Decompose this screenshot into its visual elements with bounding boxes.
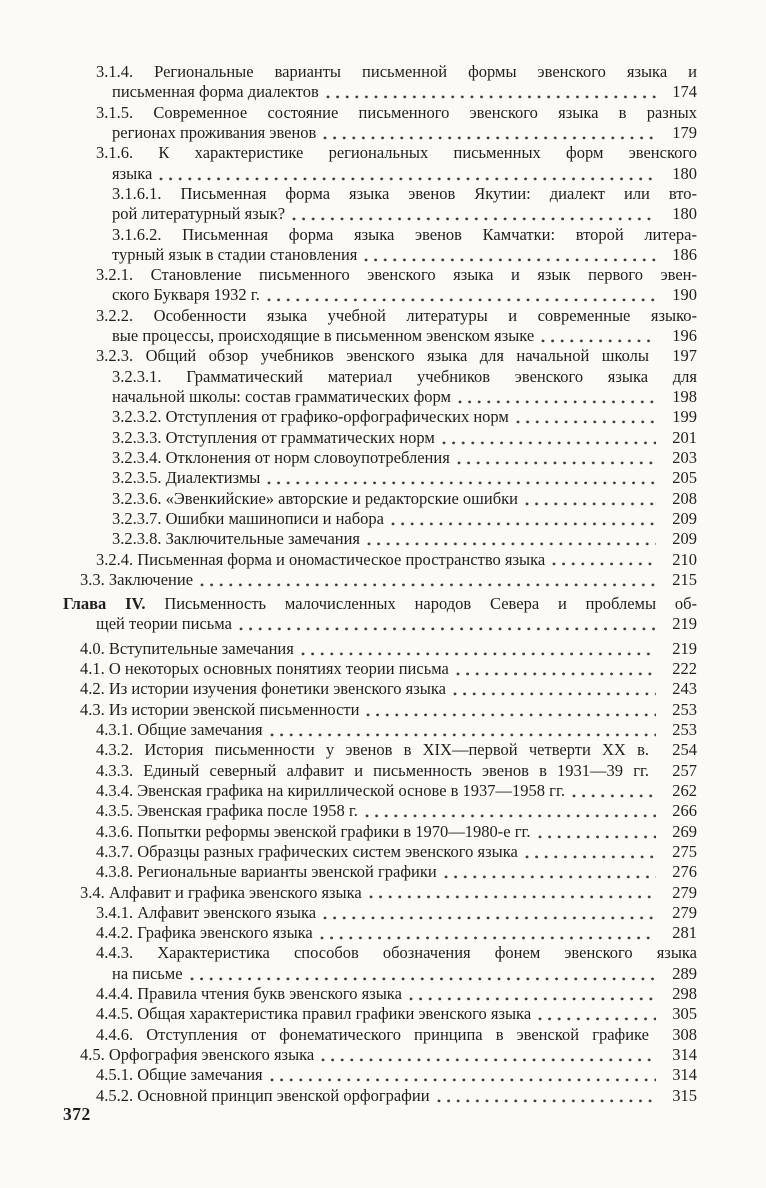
toc-entry-text: 3.1.6.1. Письменная форма языка эвенов Якутии: диалект или вто- <box>112 183 697 203</box>
toc-line <box>63 1065 697 1085</box>
dot-leader <box>200 570 656 590</box>
dot-leader <box>159 164 656 184</box>
toc-page-number: 209 <box>672 529 697 549</box>
toc-entry-text: 4.4.3. Характеристика способов обозначения фонем эвенского языка <box>96 943 697 963</box>
dot-leader <box>516 407 656 427</box>
toc-line <box>63 123 697 143</box>
toc-line <box>63 265 697 285</box>
toc-page-number: 243 <box>672 679 697 699</box>
toc-line <box>63 984 697 1004</box>
toc-line <box>63 943 697 963</box>
toc-entry-text: 3.2.3.3. Отступления от грамматических норм <box>112 427 435 447</box>
toc-page-number: 180 <box>672 204 697 224</box>
toc-line <box>63 164 697 184</box>
dot-leader <box>458 387 656 407</box>
page-number-footer: 372 <box>63 1104 91 1124</box>
toc-page-number: 196 <box>672 326 697 346</box>
dot-leader <box>552 550 656 570</box>
toc-entry-text: 3.2.3.5. Диалектизмы <box>112 468 261 488</box>
toc-entry-text: турный язык в стадии становления <box>112 244 358 264</box>
toc-entry-text: 3.2.3.8. Заключительные замечания <box>112 529 361 549</box>
toc-page-number: 203 <box>672 447 697 467</box>
dot-leader <box>320 923 656 943</box>
toc-line <box>63 903 697 923</box>
toc-line <box>63 822 697 842</box>
toc-page-number: 197 <box>672 346 697 366</box>
dot-leader <box>270 720 656 740</box>
dot-leader <box>190 964 656 984</box>
toc-line <box>63 842 697 862</box>
toc-entry-text: 4.3.2. История письменности у эвенов в XIX—первой четверти XX в. <box>96 740 649 760</box>
toc-entry-text: щей теории письма <box>96 614 232 634</box>
toc-page-number: 279 <box>672 882 697 902</box>
toc-line <box>63 489 697 509</box>
dot-leader <box>239 614 656 634</box>
toc-line <box>63 1004 697 1024</box>
toc-entry-text: 4.5. Орфография эвенского языка <box>80 1045 315 1064</box>
toc-page-number: 305 <box>672 1004 697 1024</box>
dot-leader <box>326 82 656 102</box>
toc-entry-text: 4.4.2. Графика эвенского языка <box>96 923 313 943</box>
toc-page-number: 253 <box>672 720 697 739</box>
toc-line <box>63 550 697 570</box>
toc-line <box>63 761 697 781</box>
dot-leader <box>538 1004 656 1024</box>
toc-entry-text: письменная форма диалектов <box>112 82 319 102</box>
toc-line <box>63 781 697 801</box>
toc-entry-text: ского Букваря 1932 г. <box>112 285 260 305</box>
toc-line <box>63 346 697 366</box>
toc-entry-text: 4.3.4. Эвенская графика на кириллической основе в 1937—1958 гг. <box>96 780 565 800</box>
toc-entry-text: 4.4.5. Общая характеристика правил графики эвенского языка <box>96 1004 532 1024</box>
dot-leader <box>525 489 656 509</box>
toc-line <box>63 326 697 346</box>
toc-line <box>63 82 697 102</box>
toc-entry-text: вые процессы, происходящие в письменном эвенском языке <box>112 326 535 346</box>
toc-page-number: 253 <box>672 699 697 719</box>
dot-leader <box>369 883 656 903</box>
dot-leader <box>366 700 656 720</box>
toc-entry-text: 4.1. О некоторых основных понятиях теории письма <box>80 659 449 679</box>
toc-page-number: 314 <box>672 1045 697 1064</box>
dot-leader <box>409 984 656 1004</box>
toc-line <box>63 285 697 305</box>
toc-page-number: 198 <box>672 387 697 406</box>
toc-page-number: 254 <box>672 740 697 760</box>
toc-page-number: 219 <box>672 614 697 634</box>
toc-line <box>63 103 697 123</box>
toc-entry-text: 3.3. Заключение <box>80 569 194 589</box>
dot-leader <box>367 529 656 549</box>
dot-leader <box>364 245 656 265</box>
toc-entry-text: 4.4.6. Отступления от фонематического принципа в эвенской графике <box>96 1024 649 1044</box>
toc-entry-text: 3.4.1. Алфавит эвенского языка <box>96 902 317 922</box>
toc-entry-text: 4.3.1. Общие замечания <box>96 720 263 739</box>
toc-page-number: 201 <box>672 427 697 447</box>
toc-page-number: 315 <box>672 1085 697 1105</box>
toc-page-number: 308 <box>672 1024 697 1044</box>
toc-page-number: 219 <box>672 638 697 658</box>
dot-leader <box>525 842 656 862</box>
toc-page-number: 179 <box>672 122 697 142</box>
toc-line <box>63 468 697 488</box>
toc-line <box>63 964 697 984</box>
toc-entry-text: языка <box>112 163 153 183</box>
dot-leader <box>453 679 656 699</box>
toc-page-number: 180 <box>672 163 697 183</box>
toc-entry-text: 4.2. Из истории изучения фонетики эвенского языка <box>80 679 446 699</box>
dot-leader <box>444 862 656 882</box>
toc-page-number: 205 <box>672 468 697 488</box>
toc-entry-text: 3.1.4. Региональные варианты письменной формы эвенского языка и <box>96 62 697 81</box>
toc-line <box>63 614 697 634</box>
dot-leader <box>267 285 656 305</box>
toc-page-number: 215 <box>672 569 697 589</box>
toc-line <box>63 659 697 679</box>
toc-page-number: 314 <box>672 1065 697 1085</box>
toc-line <box>63 1045 697 1065</box>
toc-page-number: 209 <box>672 508 697 528</box>
toc-page-number: 269 <box>672 821 697 841</box>
chapter-label: Глава IV. <box>63 594 146 614</box>
toc-line <box>63 529 697 549</box>
toc-page-number: 262 <box>672 780 697 800</box>
toc-entry-text: 3.2.3.2. Отступления от графико-орфографических норм <box>112 407 509 427</box>
toc-page-number: 190 <box>672 285 697 305</box>
toc-page-number: 275 <box>672 841 697 861</box>
toc-entry-text: 4.3. Из истории эвенской письменности <box>80 699 360 719</box>
dot-leader <box>538 822 656 842</box>
toc-line <box>63 1086 697 1106</box>
toc-line <box>63 570 697 590</box>
toc-line <box>63 720 697 740</box>
toc-line <box>63 407 697 427</box>
toc-entry-text: Глава IV. Письменность малочисленных народов Севера и проблемы об- <box>63 594 697 614</box>
dot-leader <box>365 801 656 821</box>
toc-line <box>63 923 697 943</box>
toc-page-number: 279 <box>672 902 697 922</box>
toc-entry-text: 3.2.3.6. «Эвенкийские» авторские и редакторские ошибки <box>112 488 518 508</box>
toc-line <box>63 143 697 163</box>
toc-entry-text: 3.2.4. Письменная форма и ономастическое пространство языка <box>96 549 546 569</box>
toc-entry-text: 4.4.4. Правила чтения букв эвенского языка <box>96 984 402 1004</box>
toc-entry-text: 3.1.6. К характеристике региональных письменных форм эвенского <box>96 143 697 163</box>
dot-leader <box>541 326 656 346</box>
toc-page-number: 281 <box>672 923 697 943</box>
toc-page-number: 298 <box>672 984 697 1004</box>
toc-entry-text: регионах проживания эвенов <box>112 122 317 142</box>
toc-line <box>63 679 697 699</box>
toc-entry-text: 3.2.3.1. Грамматический материал учебников эвенского языка для <box>112 366 697 386</box>
toc-entry-text: на письме <box>112 963 183 983</box>
toc-page-number: 266 <box>672 801 697 821</box>
toc-line <box>63 225 697 245</box>
toc-entry-text: начальной школы: состав грамматических форм <box>112 387 451 406</box>
dot-leader <box>437 1086 656 1106</box>
toc-line <box>63 1025 697 1045</box>
toc-entry-text: 3.2.1. Становление письменного эвенского языка и язык первого эвен- <box>96 265 697 285</box>
toc-entry-text: 4.5.1. Общие замечания <box>96 1065 263 1085</box>
toc-page-number: 289 <box>672 963 697 983</box>
toc-line <box>63 594 697 614</box>
toc-entry-text: 4.3.7. Образцы разных графических систем эвенского языка <box>96 841 518 861</box>
toc-entry-text: 4.0. Вступительные замечания <box>80 638 294 658</box>
toc-entry-text: 3.1.5. Современное состояние письменного эвенского языка в разных <box>96 102 697 122</box>
toc-page-number: 199 <box>672 407 697 427</box>
toc-page-number: 186 <box>672 244 697 264</box>
toc-entry-text: рой литературный язык? <box>112 204 286 224</box>
toc-entry-text: 3.2.3. Общий обзор учебников эвенского языка для начальной школы <box>96 346 649 366</box>
toc-line <box>63 184 697 204</box>
toc-entry-text: 3.4. Алфавит и графика эвенского языка <box>80 882 362 902</box>
toc <box>63 62 697 1106</box>
toc-entry-text: 4.3.5. Эвенская графика после 1958 г. <box>96 801 358 821</box>
toc-entry-text: 4.3.8. Региональные варианты эвенской графики <box>96 862 437 882</box>
toc-entry-text: 4.3.3. Единый северный алфавит и письменность эвенов в 1931—39 гг. <box>96 760 649 780</box>
toc-line <box>63 862 697 882</box>
toc-line <box>63 639 697 659</box>
dot-leader <box>442 428 656 448</box>
dot-leader <box>391 509 656 529</box>
toc-line <box>63 509 697 529</box>
dot-leader <box>270 1065 656 1085</box>
toc-line <box>63 740 697 760</box>
toc-line <box>63 883 697 903</box>
toc-page-number: 276 <box>672 862 697 882</box>
toc-page-number: 208 <box>672 488 697 508</box>
toc-line <box>63 801 697 821</box>
dot-leader <box>456 659 656 679</box>
toc-entry-text: 3.2.3.4. Отклонения от норм словоупотребления <box>112 447 450 467</box>
toc-line <box>63 306 697 326</box>
dot-leader <box>292 204 656 224</box>
toc-line <box>63 448 697 468</box>
toc-page-number: 257 <box>672 760 697 780</box>
toc-line <box>63 62 697 82</box>
toc-entry-text: 3.1.6.2. Письменная форма языка эвенов Камчатки: второй литера- <box>112 224 697 244</box>
toc-line <box>63 428 697 448</box>
dot-leader <box>323 903 656 923</box>
toc-line <box>63 245 697 265</box>
toc-line <box>63 367 697 387</box>
toc-page-number: 210 <box>672 549 697 569</box>
toc-page-number: 174 <box>672 82 697 102</box>
dot-leader <box>321 1045 656 1065</box>
dot-leader <box>323 123 656 143</box>
dot-leader <box>572 781 656 801</box>
toc-entry-text: 3.2.3.7. Ошибки машинописи и набора <box>112 508 384 528</box>
dot-leader <box>267 468 656 488</box>
dot-leader <box>301 639 656 659</box>
toc-line <box>63 387 697 407</box>
toc-line <box>63 700 697 720</box>
dot-leader <box>457 448 656 468</box>
toc-entry-text: 3.2.2. Особенности языка учебной литературы и современные языко- <box>96 305 697 325</box>
toc-line <box>63 204 697 224</box>
toc-entry-text: 4.3.6. Попытки реформы эвенской графики в 1970—1980-е гг. <box>96 821 531 841</box>
toc-entry-text: 4.5.2. Основной принцип эвенской орфографии <box>96 1085 430 1105</box>
toc-page-number: 222 <box>672 659 697 679</box>
